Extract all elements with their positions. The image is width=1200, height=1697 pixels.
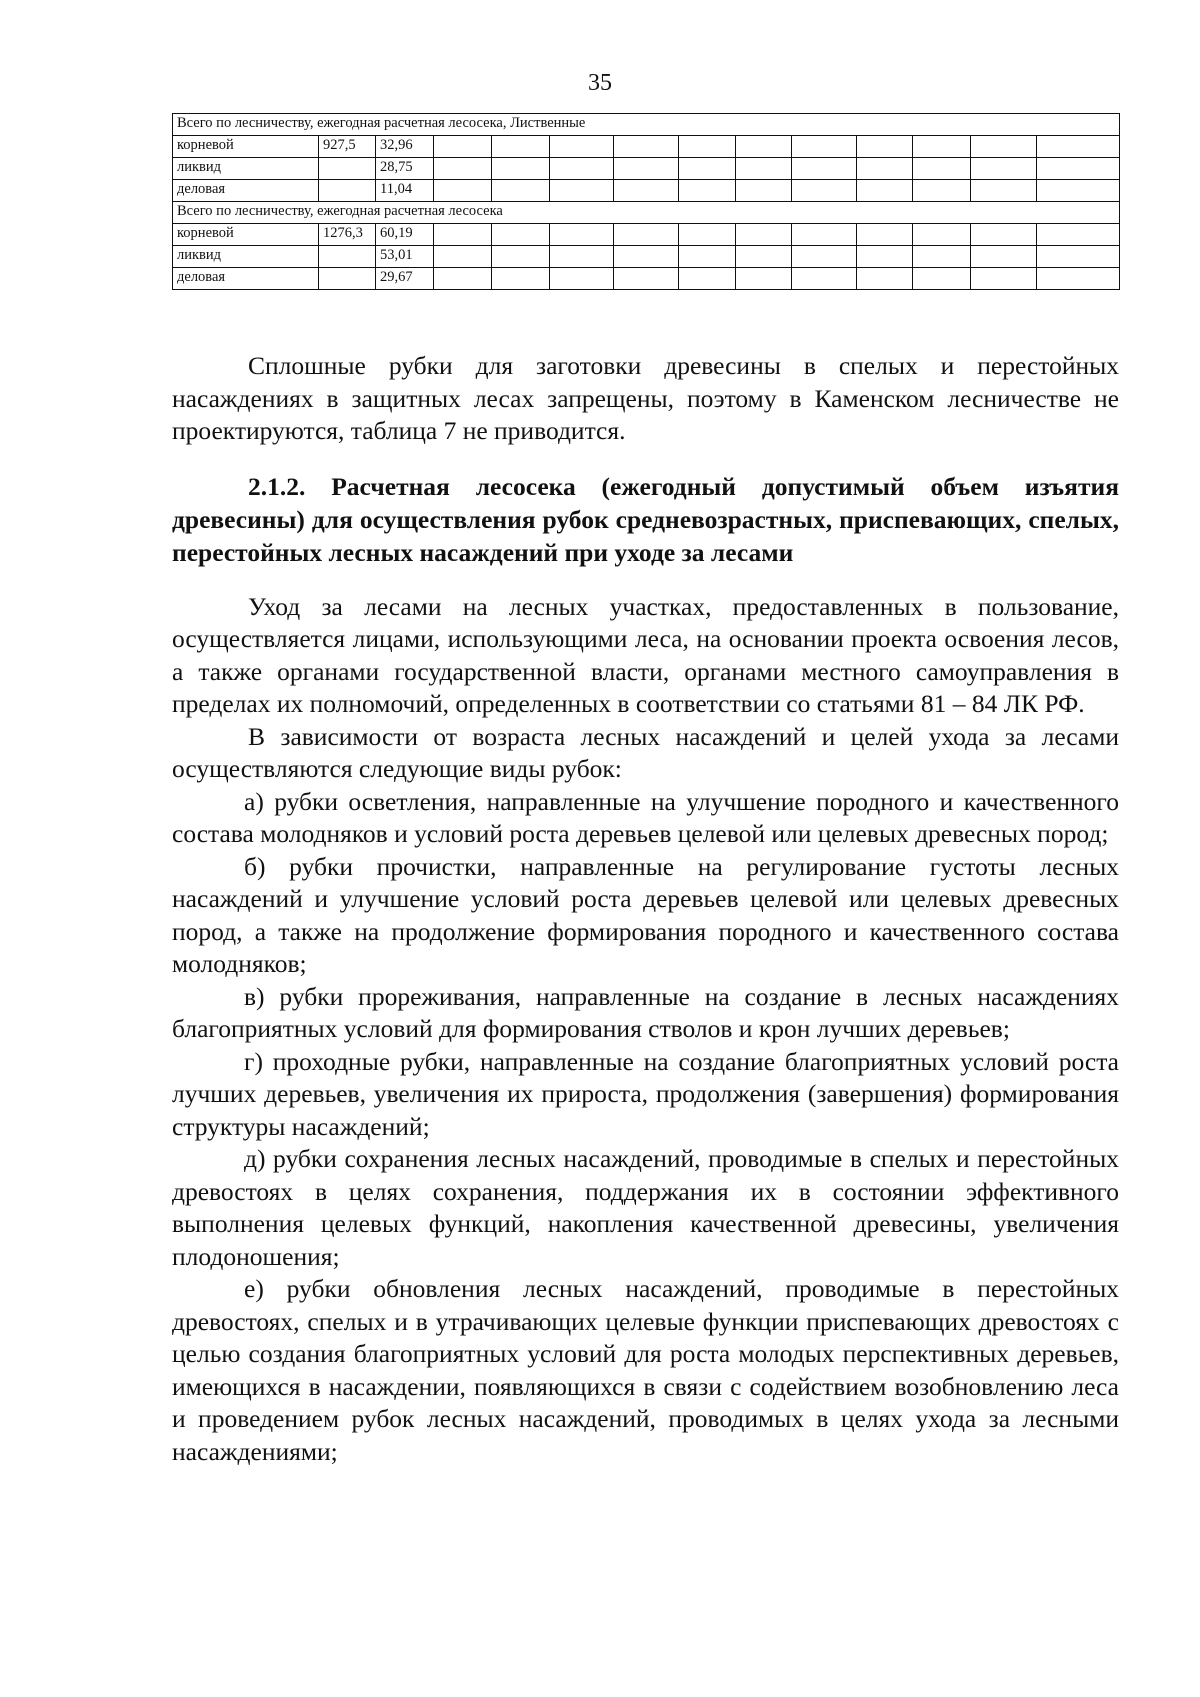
table-cell-label: корневой <box>173 136 319 158</box>
table-cell-empty <box>736 158 792 180</box>
table-cell-empty <box>792 158 857 180</box>
table-cell-empty <box>971 136 1037 158</box>
table-row <box>173 246 1120 268</box>
table-cell-empty <box>971 158 1037 180</box>
table-cell-empty <box>492 268 550 290</box>
table-cell-empty <box>614 224 679 246</box>
table-cell-value: 32,96 <box>376 136 434 158</box>
table-cell-empty <box>913 246 971 268</box>
list-item: е) рубки обновления лесных насаждений, проводимые в перестойных древостоях, спелых и в утрачивающих целевые функции приспевающих древостоях с целью создания благоприятных условий для роста молодых перспективных деревьев, имеющихся в насаждении, появляющихся в связи с содействием возобновлению леса и проведением рубок лесных насаждений, проводимых в целях ухода за лесными насаждениями; <box>172 1274 1119 1466</box>
table-cell-empty <box>614 158 679 180</box>
table-cell-area <box>319 246 376 268</box>
table-cell-area: 1276,3 <box>319 224 376 246</box>
list-item: г) проходные рубки, направленные на создание благоприятных условий роста лучших деревьев, увеличения их прироста, продолжения (завершения) формирования структуры насаждений; <box>172 1046 1119 1141</box>
table-cell-empty <box>550 246 614 268</box>
paragraph-types: В зависимости от возраста лесных насаждений и целей ухода за лесами осуществляются следующие виды рубок: <box>172 721 1119 783</box>
table-cell-empty <box>434 268 492 290</box>
table-cell-empty <box>913 180 971 202</box>
table-cell-empty <box>492 224 550 246</box>
table-cell-label: деловая <box>173 268 319 290</box>
table-cell-empty <box>913 158 971 180</box>
table-section-title: Всего по лесничеству, ежегодная расчетная лесосека <box>173 202 1120 224</box>
table-cell-empty <box>857 158 913 180</box>
paragraph-clearcut: Сплошные рубки для заготовки древесины в спелых и перестойных насаждениях в защитных лесах запрещены, поэтому в Каменском лесничестве не проектируются, таблица 7 не приводится. <box>172 351 1119 445</box>
table-cell-empty <box>1037 224 1120 246</box>
table-cell-area <box>319 180 376 202</box>
table-cell-empty <box>736 268 792 290</box>
table-cell-empty <box>857 180 913 202</box>
table-cell-value: 28,75 <box>376 158 434 180</box>
table-cell-empty <box>614 136 679 158</box>
table-row <box>173 158 1120 180</box>
table-cell-empty <box>792 136 857 158</box>
table-cell-empty <box>1037 180 1120 202</box>
table-cell-empty <box>679 268 736 290</box>
table-cell-empty <box>736 136 792 158</box>
table-cell-empty <box>492 180 550 202</box>
table-cell-empty <box>792 268 857 290</box>
table-cell-empty <box>614 246 679 268</box>
table-cell-empty <box>492 136 550 158</box>
table-cell-empty <box>550 180 614 202</box>
table-cell-area <box>319 268 376 290</box>
table-cell-empty <box>434 246 492 268</box>
table-cell-label: корневой <box>173 224 319 246</box>
table-cell-empty <box>679 224 736 246</box>
table-cell-empty <box>913 224 971 246</box>
table-cell-empty <box>679 246 736 268</box>
table-row <box>173 180 1120 202</box>
table-cell-value: 53,01 <box>376 246 434 268</box>
table-cell-empty <box>434 136 492 158</box>
table-cell-empty <box>550 268 614 290</box>
paragraph-care: Уход за лесами на лесных участках, предоставленных в пользование, осуществляется лицами, использующими леса, на основании проекта освоения лесов, а также органами государственной власти, органами местного самоуправления в пределах их полномочий, определенных в соответствии со статьями 81 – 84 ЛК РФ. <box>172 591 1119 718</box>
table-cell-empty <box>434 180 492 202</box>
table-cell-empty <box>679 158 736 180</box>
list-item: д) рубки сохранения лесных насаждений, проводимые в спелых и перестойных древостоях в целях сохранения, поддержания их в состоянии эффективного выполнения целевых функций, накопления качественной древесины, увеличения плодоношения; <box>172 1144 1119 1271</box>
table-cell-empty <box>1037 158 1120 180</box>
table-cell-area <box>319 158 376 180</box>
table-cell-empty <box>971 180 1037 202</box>
table-cell-empty <box>1037 246 1120 268</box>
page-number: 35 <box>588 70 612 96</box>
table-cell-label: ликвид <box>173 246 319 268</box>
table-cell-empty <box>492 246 550 268</box>
table-cell-empty <box>971 224 1037 246</box>
table-cell-label: ликвид <box>173 158 319 180</box>
table-cell-label: деловая <box>173 180 319 202</box>
table-cell-empty <box>614 268 679 290</box>
table-cell-empty <box>857 136 913 158</box>
table-cell-empty <box>679 136 736 158</box>
list-item: а) рубки осветления, направленные на улучшение породного и качественного состава молодняков и условий роста деревьев целевой или целевых древесных пород; <box>172 786 1119 848</box>
table-cell-empty <box>736 246 792 268</box>
table-cell-empty <box>736 224 792 246</box>
table-cell-empty <box>792 246 857 268</box>
table-section-row <box>173 202 1120 224</box>
table-cell-value: 11,04 <box>376 180 434 202</box>
table-cell-empty <box>1037 136 1120 158</box>
table-cell-empty <box>492 158 550 180</box>
body-text <box>172 350 1119 1468</box>
table-cell-empty <box>971 246 1037 268</box>
table-cell-value: 60,19 <box>376 224 434 246</box>
section-heading: 2.1.2. Расчетная лесосека (ежегодный допустимый объем изъятия древесины) для осуществления рубок средневозрастных, приспевающих, спелых, перестойных лесных насаждений при уходе за лесами <box>172 471 1119 567</box>
table-cell-empty <box>550 158 614 180</box>
table-section-row <box>173 114 1120 136</box>
table-cell-empty <box>1037 268 1120 290</box>
table-cell-value: 29,67 <box>376 268 434 290</box>
table-row <box>173 224 1120 246</box>
table-cell-empty <box>792 180 857 202</box>
table-cell-empty <box>736 180 792 202</box>
table-cell-empty <box>913 268 971 290</box>
list-item: б) рубки прочистки, направленные на регулирование густоты лесных насаждений и улучшение условий роста деревьев целевой или целевых древесных пород, а также на продолжение формирования породного и качественного состава молодняков; <box>172 851 1119 978</box>
list-item: в) рубки прореживания, направленные на создание в лесных насаждениях благоприятных условий для формирования стволов и крон лучших деревьев; <box>172 981 1119 1043</box>
table-cell-empty <box>679 180 736 202</box>
table-cell-empty <box>614 180 679 202</box>
table-row <box>173 136 1120 158</box>
table-cell-empty <box>434 158 492 180</box>
table-cell-area: 927,5 <box>319 136 376 158</box>
table-cell-empty <box>857 246 913 268</box>
table-section-title: Всего по лесничеству, ежегодная расчетная лесосека, Лиственные <box>173 114 1120 136</box>
table-cell-empty <box>971 268 1037 290</box>
table-cell-empty <box>550 224 614 246</box>
table-cell-empty <box>550 136 614 158</box>
table-cell-empty <box>792 224 857 246</box>
table-cell-empty <box>434 224 492 246</box>
table-cell-empty <box>913 136 971 158</box>
table-row <box>173 268 1120 290</box>
table-cell-empty <box>857 268 913 290</box>
allowable-cut-table <box>172 113 1120 290</box>
table-cell-empty <box>857 224 913 246</box>
